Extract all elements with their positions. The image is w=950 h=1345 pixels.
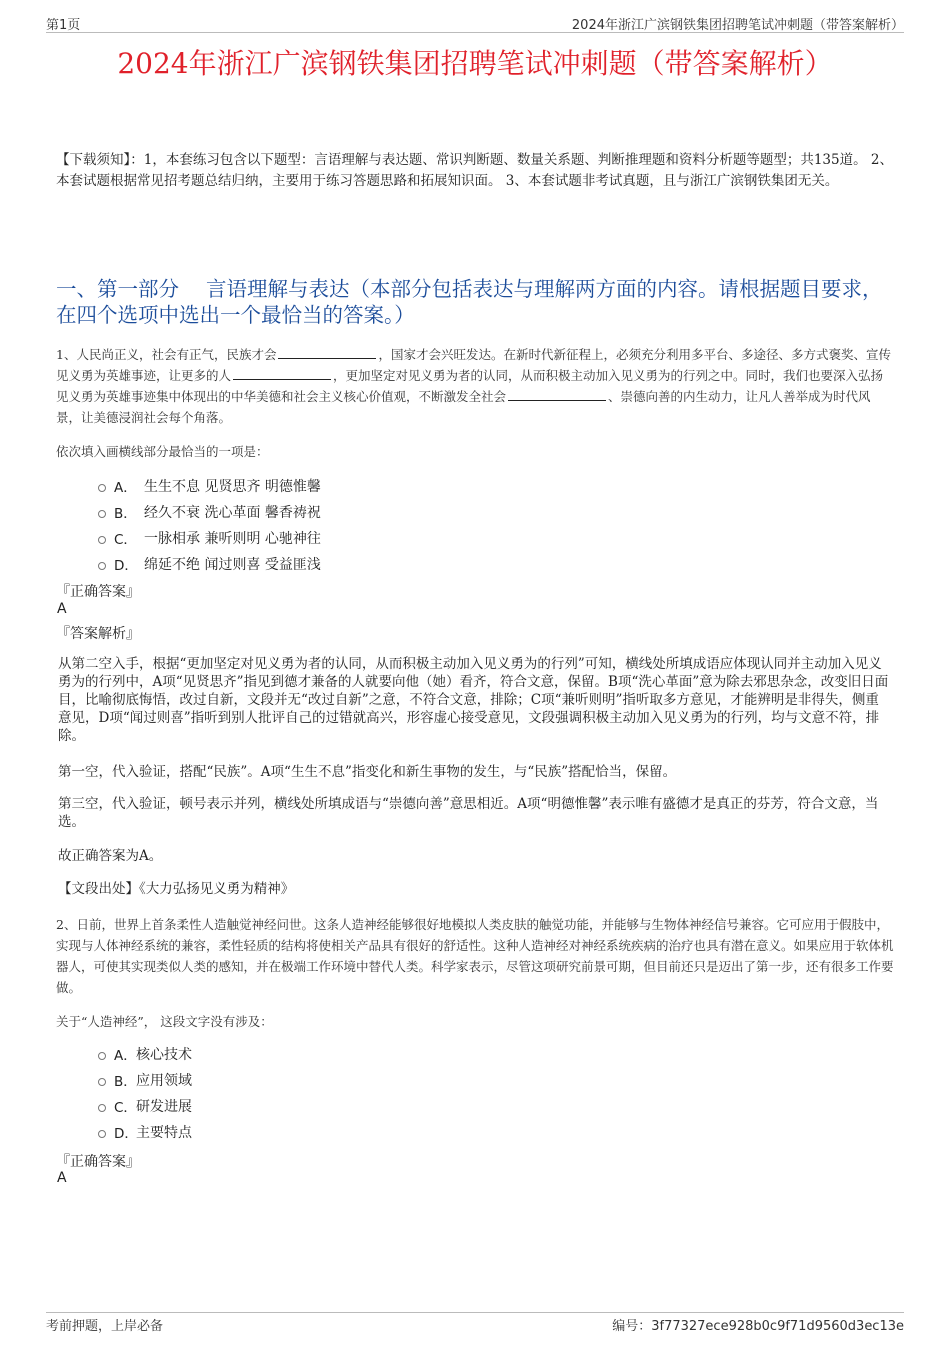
question-2-text: 2、日前，世界上首条柔性人造触觉神经问世。这条人造神经能够很好地模拟人类皮肤的触觉功能，并能够与生物体神经信号兼容。它可应用于假肢中，实现与人体神经系统的兼容，柔性轻质的结构将使相关产品具有很好的舒适性。这种人造神经对神经系统疾病的治疗也具有潜在意义。如果应用于软体机器人，可使其实现类似人类的感知，并在极端工作环境中替代人类。科学家表示，尽管这项研究前景可期，但目前还只是迈出了第一步，还有很多工作要做。 (56, 917, 894, 995)
analysis-paragraph: 第一空，代入验证，搭配“民族”。A项“生生不息”指变化和新生事物的发生，与“民族”搭配恰当，保留。 (58, 764, 677, 780)
radio-icon[interactable] (98, 1052, 106, 1060)
question-2-options (98, 1041, 192, 1145)
question-1-prompt: 依次填入画横线部分最恰当的一项是： (56, 444, 269, 459)
answer-label: 『正确答案』 (56, 584, 140, 600)
option-text: 生生不息 见贤思齐 明德惟馨 (144, 479, 321, 495)
page-header (46, 14, 904, 33)
option-c[interactable] (98, 525, 321, 551)
option-a[interactable] (98, 473, 321, 499)
question-2-prompt: 关于“人造神经”， 这段文字没有涉及： (56, 1014, 273, 1029)
document-title: 2024年浙江广滨钢铁集团招聘笔试冲刺题（带答案解析） (117, 47, 833, 80)
answer-value: A (57, 1170, 67, 1186)
option-d[interactable] (98, 1119, 192, 1145)
option-a[interactable] (98, 1041, 192, 1067)
source-citation: 【文段出处】《大力弘扬见义勇为精神》 (58, 881, 295, 897)
analysis-label: 『答案解析』 (56, 626, 140, 642)
option-text: 研发进展 (136, 1099, 192, 1115)
option-text: 绵延不绝 闻过则喜 受益匪浅 (144, 557, 321, 573)
radio-icon[interactable] (98, 536, 106, 544)
question-1-part3: ，更加坚定对见义勇为者的认同，从而积极主动加入见义勇为的行列之中。同时，我们也要深入弘扬见义勇为英雄事迹集中体现出的中华美德和社会主义核心价值观，不断激发全社会 (56, 368, 884, 404)
analysis-paragraph: 从第二空入手，根据“更加坚定对见义勇为者的认同，从而积极主动加入见义勇为的行列”可知，横线处所填成语应体现认同并主动加入见义勇为的行列中，A项“见贤思齐”指见到德才兼备的人就要向他（她）看齐，符合文意，保留。B项“洗心革面”意为除去邪思杂念，改变旧日面目，比喻彻底悔悟，改过自新，文段并无“改过自新”之意，不符合文意，排除；C项“兼听则明”指听取多方意见，才能辨明是非得失，侧重意见，D项“闻过则喜”指听到别人批评自己的过错就高兴，形容虚心接受意见，文段强调积极主动加入见义勇为的行列，均与文意不符，排除。 (58, 656, 889, 744)
option-letter: A． (114, 480, 137, 496)
header-doc-title: 2024年浙江广滨钢铁集团招聘笔试冲刺题（带答案解析） (571, 18, 904, 33)
blank-2 (233, 365, 331, 380)
radio-icon[interactable] (98, 510, 106, 518)
question-1-part2: ，国家才会兴旺发达。在新时代新征程上，必须充分利用多平台、多途径、多方式褒奖、宣传见义勇为英雄事迹，让更多的人 (56, 347, 891, 383)
analysis-paragraph: 故正确答案为A。 (58, 848, 163, 864)
blank-1 (278, 344, 376, 359)
answer-label: 『正确答案』 (56, 1154, 140, 1170)
page-footer (46, 1312, 904, 1335)
answer-value: A (57, 601, 67, 617)
option-letter: B． (114, 506, 137, 522)
option-letter: A． (114, 1048, 137, 1064)
question-1-text (56, 344, 894, 428)
footer-serial: 编号：3f77327ece928b0c9f71d9560d3ec13e (612, 1319, 904, 1334)
radio-icon[interactable] (98, 1104, 106, 1112)
option-text: 主要特点 (136, 1125, 192, 1141)
download-notice: 【下载须知】：1，本套练习包含以下题型：言语理解与表达题、常识判断题、数量关系题、判断推理题和资料分析题等题型；共135道。 2、本套试题根据常见招考题总结归纳，主要用于练习答题思路和拓展知识面。 3、本套试题非考试真题，且与浙江广滨钢铁集团无关。 (56, 152, 893, 189)
option-b[interactable] (98, 1067, 192, 1093)
question-1-options (98, 473, 321, 577)
page-number: 第1页 (46, 18, 81, 33)
option-text: 核心技术 (136, 1047, 192, 1063)
analysis-paragraph: 第三空，代入验证，顿号表示并列，横线处所填成语与“崇德向善”意思相近。A项“明德惟馨”表示唯有盛德才是真正的芬芳，符合文意，当选。 (58, 796, 879, 830)
option-letter: D． (114, 558, 138, 574)
option-text: 应用领域 (136, 1073, 192, 1089)
option-letter: B． (114, 1074, 137, 1090)
section-title: 一、第一部分 言语理解与表达（本部分包括表达与理解两方面的内容。请根据题目要求，在四个选项中选出一个最恰当的答案。） (56, 277, 883, 327)
question-1-part4: 、崇德向善的内生动力，让凡人善举成为时代风景，让美德浸润社会每个角落。 (56, 389, 871, 425)
radio-icon[interactable] (98, 1130, 106, 1138)
option-d[interactable] (98, 551, 321, 577)
option-letter: D． (114, 1126, 138, 1142)
option-text: 经久不衰 洗心革面 馨香祷祝 (144, 505, 321, 521)
option-text: 一脉相承 兼听则明 心驰神往 (144, 531, 321, 547)
blank-3 (508, 386, 606, 401)
radio-icon[interactable] (98, 1078, 106, 1086)
question-1-part1: 1、人民尚正义，社会有正气，民族才会 (56, 347, 277, 362)
radio-icon[interactable] (98, 484, 106, 492)
option-letter: C． (114, 1100, 137, 1116)
option-c[interactable] (98, 1093, 192, 1119)
footer-slogan: 考前押题，上岸必备 (46, 1319, 164, 1334)
option-b[interactable] (98, 499, 321, 525)
option-letter: C． (114, 532, 137, 548)
radio-icon[interactable] (98, 562, 106, 570)
